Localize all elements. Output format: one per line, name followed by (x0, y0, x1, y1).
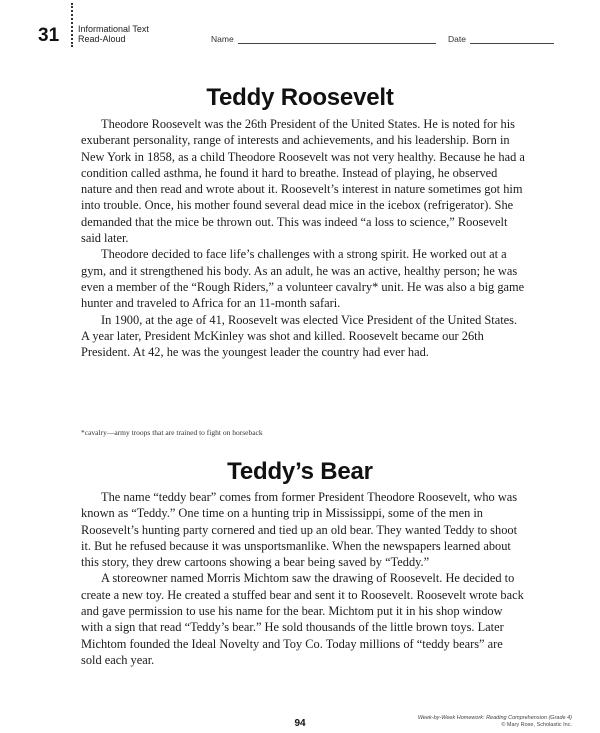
section1-paragraph-2: Theodore decided to face life’s challenges with a strong spirit. He worked out at a gym, and it strengthened his body. As an adult, he was an active, healthy person; he was even a member of the “Rough Riders,” a volunteer cavalry* unit. He was also a big game hunter and traveled to Africa for an 11-month safari. (81, 247, 525, 311)
lesson-type (78, 24, 149, 44)
name-line[interactable] (238, 34, 436, 44)
section2-title: Teddy’s Bear (227, 458, 373, 485)
header-dotted-divider (71, 3, 73, 47)
page-number: 94 (294, 718, 306, 729)
date-line[interactable] (470, 34, 554, 44)
section1-body (81, 116, 525, 360)
section2-body (81, 489, 525, 668)
lesson-type-line2: Read-Aloud (78, 34, 126, 44)
lesson-type-line1: Informational Text (78, 24, 149, 34)
lesson-number: 31 (38, 25, 60, 46)
footer-credit (418, 715, 572, 729)
date-field[interactable] (448, 34, 554, 44)
name-field[interactable] (211, 34, 436, 44)
section1-paragraph-3: In 1900, at the age of 41, Roosevelt was elected Vice President of the United States. A year later, President McKinley was shot and killed. Roosevelt became our 26th President. At 42, he was the youngest leader the country had ever had. (81, 312, 518, 360)
book-title: Week-by-Week Homework: Reading Comprehension (Grade 4) (417, 715, 572, 721)
footnote: *cavalry—army troops that are trained to fight on horseback (81, 428, 263, 437)
name-label: Name (211, 34, 234, 44)
section2-paragraph-2: A storeowner named Morris Michtom saw the drawing of Roosevelt. He decided to create a new toy. He created a stuffed bear and sent it to Roosevelt. Roosevelt wrote back and gave permission to use his name for the bear. Michtom put it in his shop window with a sign that read “Teddy’s bear.” He sold thousands of the little brown toys. Later Michtom founded the Ideal Novelty and Toy Co. Today millions of “teddy bears” are sold each year. (81, 571, 524, 667)
date-label: Date (448, 34, 466, 44)
section1-paragraph-1: Theodore Roosevelt was the 26th President of the United States. He is noted for his exuberant personality, range of interests and achievements, and his leadership. Born in New York in 1858, as a child Theodore Roosevelt was not very healthy. Because he had a condition called asthma, he found it hard to breathe. Instead of playing, he observed nature and then read and wrote about it. Roosevelt’s interest in nature sometimes got him into trouble. Once, his mother found several dead mice in the icebox (refrigerator). She demanded that the mice be thrown out. This was indeed “a loss to science,” Roosevelt said later. (81, 117, 525, 246)
section2-paragraph-1: The name “teddy bear” comes from former President Theodore Roosevelt, who was known as “Teddy.” One time on a hunting trip in Mississippi, some of the men in Roosevelt’s hunting party cornered and tied up an old bear. They wanted Teddy to shoot it. But he refused because it was unsportsmanlike. When the newspapers learned about this story, they drew cartoons showing a bear being saved by “Teddy.” (81, 490, 518, 570)
section1-title: Teddy Roosevelt (206, 84, 394, 111)
copyright: © Mary Rose, Scholastic Inc. (501, 722, 572, 728)
